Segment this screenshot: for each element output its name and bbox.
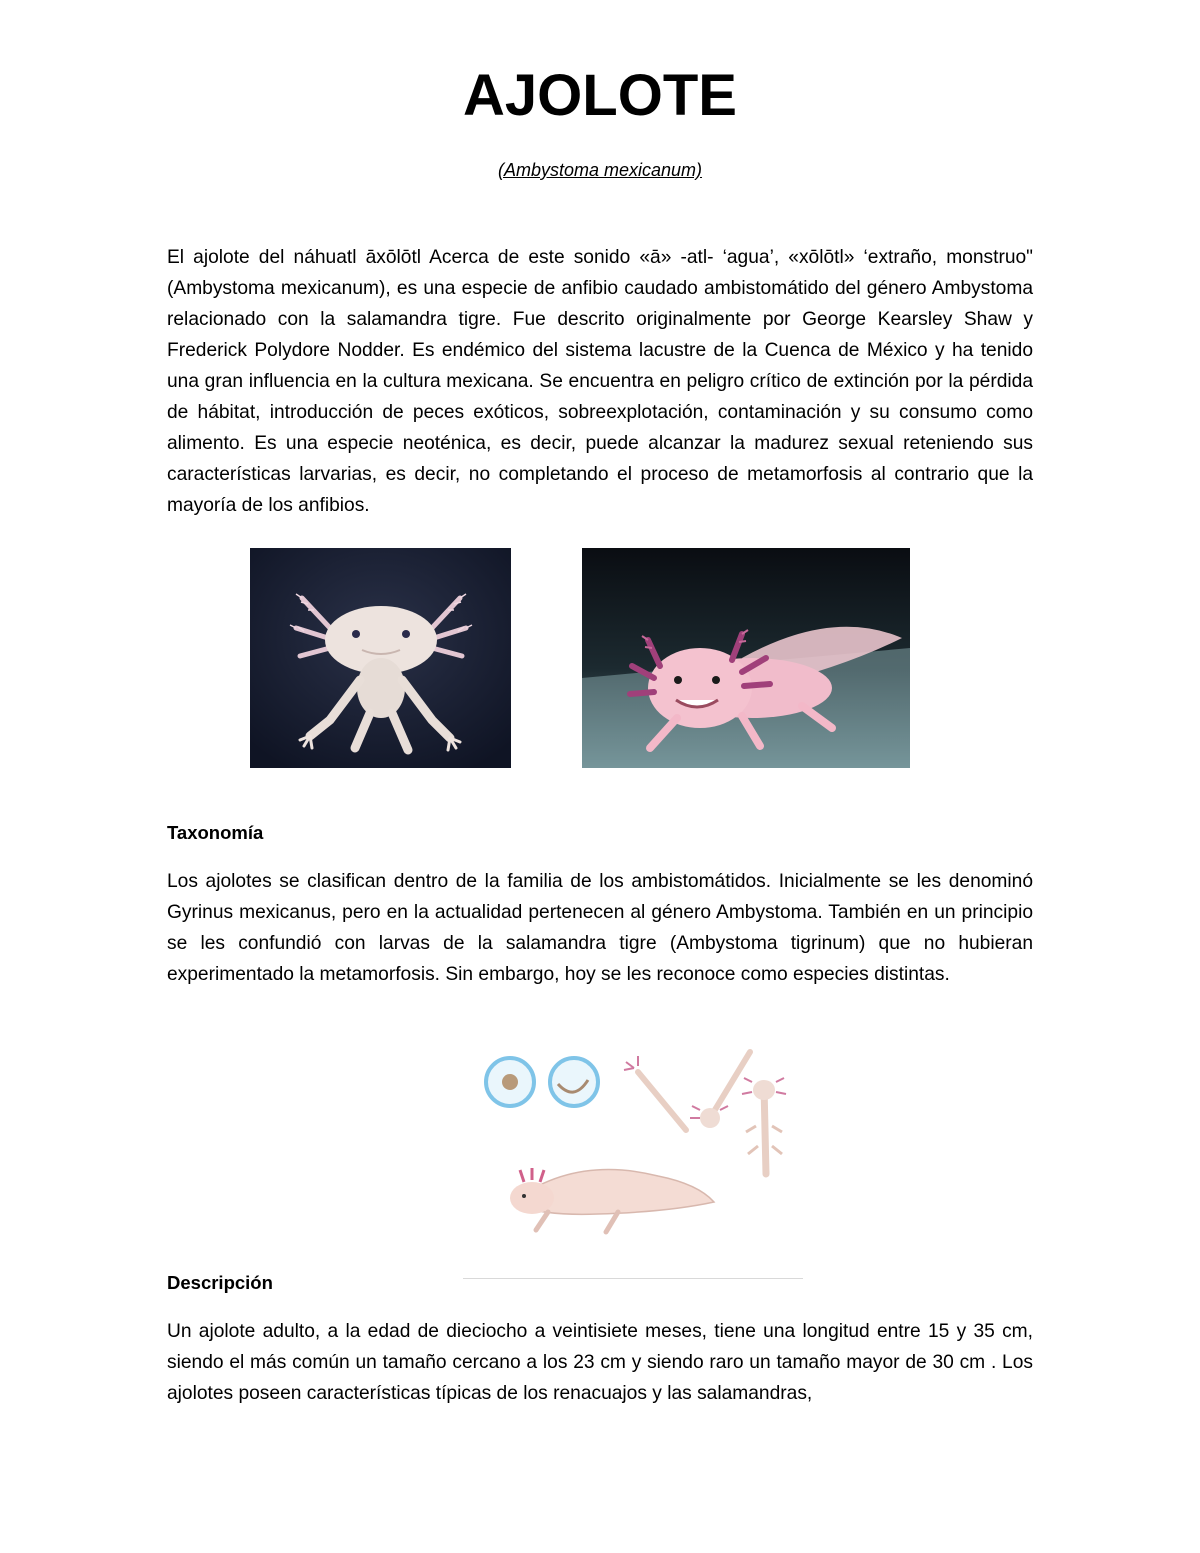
page-title: AJOLOTE (463, 63, 737, 128)
section-heading-taxonomia: Taxonomía (167, 822, 264, 843)
taxonomia-paragraph: Los ajolotes se clasifican dentro de la familia de los ambistomátidos. Inicialmente se les denominó Gyrinus mexicanus, pero en la actualidad pertenecen al género Ambystoma. También en un principio se les confundió con larvas de la salamandra tigre (Ambystoma tigrinum) que no hubieran experimentado la metamorfosis. Sin embargo, hoy se les reconoce como especies distintas. (167, 871, 1033, 985)
section-heading-descripcion: Descripción (167, 1272, 273, 1293)
axolotl-life-cycle-illustration (478, 1046, 796, 1236)
descripcion-paragraph: Un ajolote adulto, a la edad de dieciocho a veintisiete meses, tiene una longitud entre 15 y 35 cm, siendo el más común un tamaño cercano a los 23 cm y siendo raro un tamaño mayor de 30 cm . Los ajolotes poseen características típicas de los renacuajos y las salamandras, (167, 1321, 1033, 1404)
white-axolotl-photo (250, 548, 511, 768)
intro-paragraph: El ajolote del náhuatl āxōlōtl Acerca de este sonido «ā» -atl- ‘agua’, «xōlōtl» ‘extraño, monstruo"(Ambystoma mexicanum), es una especie de anfibio caudado ambistomátido del género Ambystoma relacionado con la salamandra tigre. Fue descrito originalmente por George Kearsley Shaw y Frederick Polydore Nodder. Es endémico del sistema lacustre de la Cuenca de México y ha tenido una gran influencia en la cultura mexicana. Se encuentra en peligro crítico de extinción por la pérdida de hábitat, introducción de peces exóticos, sobreexplotación, contaminación y su consumo como alimento. Es una especie neoténica, es decir, puede alcanzar la madurez sexual reteniendo sus características larvarias, es decir, no completando el proceso de metamorfosis al contrario que la mayoría de los anfibios. (167, 247, 1033, 516)
scientific-name-subtitle: (Ambystoma mexicanum) (497, 160, 703, 180)
section-divider (463, 1278, 803, 1279)
pink-axolotl-photo (582, 548, 910, 768)
